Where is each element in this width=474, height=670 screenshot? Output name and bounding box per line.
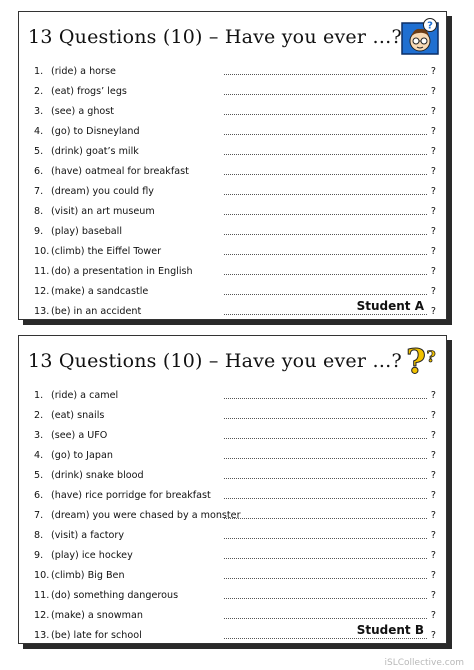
question-number: 13. bbox=[34, 306, 50, 317]
question-row bbox=[34, 582, 436, 602]
question-mark: ? bbox=[430, 450, 436, 461]
question-mark: ? bbox=[430, 86, 436, 97]
question-number: 12. bbox=[34, 286, 50, 297]
question-mark: ? bbox=[430, 66, 436, 77]
question-row bbox=[34, 602, 436, 622]
question-mark: ? bbox=[430, 106, 436, 117]
question-prompt: (visit) an art museum bbox=[51, 206, 155, 217]
question-marks-icon bbox=[400, 340, 440, 380]
question-prompt: (make) a snowman bbox=[51, 610, 143, 621]
student-label: Student B bbox=[356, 623, 424, 637]
question-row bbox=[34, 402, 436, 422]
question-prompt: (have) oatmeal for breakfast bbox=[51, 166, 189, 177]
worksheet-title: 13 Questions (10) – Have you ever …? bbox=[28, 350, 402, 372]
answer-line bbox=[224, 114, 427, 115]
question-prompt: (play) baseball bbox=[51, 226, 123, 237]
question-number: 5. bbox=[34, 470, 44, 481]
answer-line bbox=[224, 234, 427, 235]
question-row bbox=[34, 138, 436, 158]
question-number: 13. bbox=[34, 630, 50, 641]
question-prompt: (play) ice hockey bbox=[51, 550, 133, 561]
answer-line bbox=[224, 294, 427, 295]
question-number: 8. bbox=[34, 530, 44, 541]
question-number: 5. bbox=[34, 146, 44, 157]
question-number: 6. bbox=[34, 166, 44, 177]
worksheet-card-student-a bbox=[18, 11, 447, 320]
question-number: 10. bbox=[34, 570, 50, 581]
question-number: 7. bbox=[34, 510, 44, 521]
question-mark: ? bbox=[430, 510, 436, 521]
question-row bbox=[34, 178, 436, 198]
thinking-boy-icon bbox=[400, 16, 440, 56]
question-row bbox=[34, 158, 436, 178]
question-row bbox=[34, 542, 436, 562]
question-row bbox=[34, 462, 436, 482]
question-row bbox=[34, 98, 436, 118]
question-mark: ? bbox=[430, 266, 436, 277]
question-mark: ? bbox=[430, 146, 436, 157]
question-mark: ? bbox=[430, 390, 436, 401]
question-row bbox=[34, 422, 436, 442]
answer-line bbox=[224, 478, 427, 479]
answer-line bbox=[224, 638, 427, 639]
svg-text:?: ? bbox=[427, 20, 433, 32]
answer-line bbox=[224, 438, 427, 439]
question-prompt: (do) something dangerous bbox=[51, 590, 179, 601]
question-mark: ? bbox=[430, 490, 436, 501]
question-row bbox=[34, 118, 436, 138]
answer-line bbox=[224, 154, 427, 155]
question-list bbox=[34, 58, 436, 318]
question-prompt: (see) a UFO bbox=[51, 430, 108, 441]
worksheet-card-student-b bbox=[18, 335, 447, 644]
question-prompt: (eat) snails bbox=[51, 410, 105, 421]
question-mark: ? bbox=[430, 570, 436, 581]
question-mark: ? bbox=[430, 166, 436, 177]
question-number: 4. bbox=[34, 450, 44, 461]
question-prompt: (dream) you could fly bbox=[51, 186, 154, 197]
answer-line bbox=[224, 418, 427, 419]
question-mark: ? bbox=[430, 530, 436, 541]
question-row bbox=[34, 502, 436, 522]
answer-line bbox=[224, 274, 427, 275]
question-number: 9. bbox=[34, 550, 44, 561]
question-mark: ? bbox=[430, 246, 436, 257]
question-row bbox=[34, 382, 436, 402]
svg-text:?: ? bbox=[406, 342, 426, 380]
question-row bbox=[34, 562, 436, 582]
question-number: 1. bbox=[34, 390, 44, 401]
question-mark: ? bbox=[430, 430, 436, 441]
question-row bbox=[34, 198, 436, 218]
answer-line bbox=[224, 74, 427, 75]
question-number: 12. bbox=[34, 610, 50, 621]
answer-line bbox=[224, 398, 427, 399]
question-mark: ? bbox=[430, 610, 436, 621]
question-row bbox=[34, 218, 436, 238]
question-mark: ? bbox=[430, 590, 436, 601]
question-number: 9. bbox=[34, 226, 44, 237]
question-mark: ? bbox=[430, 470, 436, 481]
question-row bbox=[34, 278, 436, 298]
question-number: 10. bbox=[34, 246, 50, 257]
answer-line bbox=[224, 498, 427, 499]
question-number: 3. bbox=[34, 106, 44, 117]
answer-line bbox=[224, 618, 427, 619]
question-number: 3. bbox=[34, 430, 44, 441]
question-prompt: (have) rice porridge for breakfast bbox=[51, 490, 211, 501]
question-number: 2. bbox=[34, 86, 44, 97]
question-list bbox=[34, 382, 436, 642]
question-mark: ? bbox=[430, 550, 436, 561]
answer-line bbox=[224, 314, 427, 315]
question-row bbox=[34, 258, 436, 278]
question-mark: ? bbox=[430, 306, 436, 317]
answer-line bbox=[224, 214, 427, 215]
question-number: 11. bbox=[34, 266, 50, 277]
question-prompt: (drink) snake blood bbox=[51, 470, 144, 481]
question-row bbox=[34, 238, 436, 258]
question-prompt: (dream) you were chased by a monster bbox=[51, 510, 241, 521]
question-mark: ? bbox=[430, 630, 436, 641]
question-prompt: (go) to Japan bbox=[51, 450, 113, 461]
question-mark: ? bbox=[430, 226, 436, 237]
watermark: iSLCollective.com bbox=[384, 658, 464, 668]
question-number: 8. bbox=[34, 206, 44, 217]
question-number: 6. bbox=[34, 490, 44, 501]
question-prompt: (be) in an accident bbox=[51, 306, 142, 317]
question-row bbox=[34, 442, 436, 462]
question-row bbox=[34, 522, 436, 542]
question-prompt: (go) to Disneyland bbox=[51, 126, 140, 137]
question-number: 4. bbox=[34, 126, 44, 137]
question-row bbox=[34, 58, 436, 78]
answer-line bbox=[224, 94, 427, 95]
svg-text:?: ? bbox=[426, 347, 436, 366]
answer-line bbox=[224, 598, 427, 599]
question-prompt: (climb) the Eiffel Tower bbox=[51, 246, 162, 257]
question-number: 11. bbox=[34, 590, 50, 601]
question-prompt: (ride) a camel bbox=[51, 390, 119, 401]
worksheet-title: 13 Questions (10) – Have you ever …? bbox=[28, 26, 402, 48]
question-prompt: (do) a presentation in English bbox=[51, 266, 193, 277]
question-mark: ? bbox=[430, 206, 436, 217]
question-mark: ? bbox=[430, 410, 436, 421]
answer-line bbox=[224, 174, 427, 175]
question-mark: ? bbox=[430, 286, 436, 297]
answer-line bbox=[224, 538, 427, 539]
question-prompt: (see) a ghost bbox=[51, 106, 115, 117]
question-number: 1. bbox=[34, 66, 44, 77]
answer-line bbox=[224, 578, 427, 579]
answer-line bbox=[224, 254, 427, 255]
question-prompt: (eat) frogs’ legs bbox=[51, 86, 127, 97]
question-row bbox=[34, 482, 436, 502]
question-prompt: (make) a sandcastle bbox=[51, 286, 149, 297]
answer-line bbox=[224, 458, 427, 459]
question-mark: ? bbox=[430, 186, 436, 197]
question-mark: ? bbox=[430, 126, 436, 137]
question-prompt: (ride) a horse bbox=[51, 66, 116, 77]
question-number: 7. bbox=[34, 186, 44, 197]
answer-line bbox=[224, 194, 427, 195]
question-prompt: (drink) goat’s milk bbox=[51, 146, 139, 157]
answer-line bbox=[224, 134, 427, 135]
answer-line bbox=[224, 518, 427, 519]
question-row bbox=[34, 78, 436, 98]
question-number: 2. bbox=[34, 410, 44, 421]
question-prompt: (be) late for school bbox=[51, 630, 142, 641]
answer-line bbox=[224, 558, 427, 559]
question-prompt: (climb) Big Ben bbox=[51, 570, 125, 581]
student-label: Student A bbox=[356, 299, 424, 313]
question-prompt: (visit) a factory bbox=[51, 530, 125, 541]
